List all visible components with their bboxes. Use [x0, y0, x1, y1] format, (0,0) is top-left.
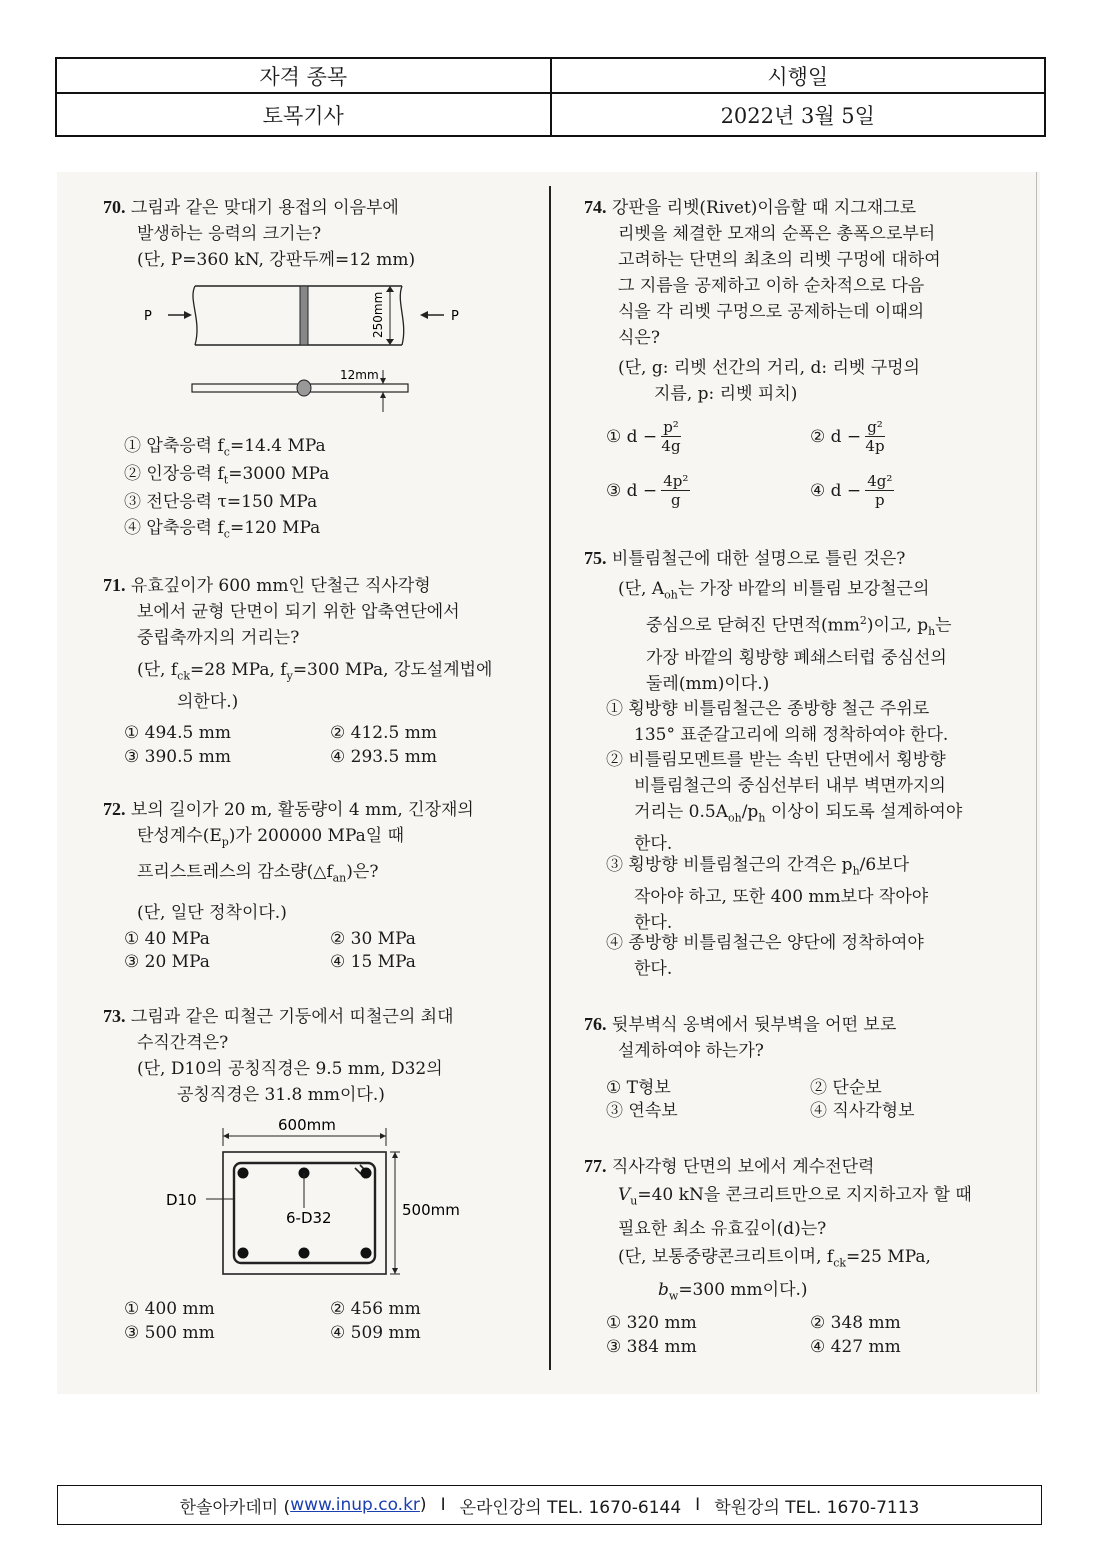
exam-info-table [55, 57, 1046, 137]
dim-12: 12mm [340, 368, 379, 382]
question-note: (단, 일단 정착이다.) [137, 902, 287, 923]
question-text: 발생하는 응력의 크기는? [137, 224, 322, 244]
tied-column-figure [160, 1110, 460, 1285]
option-4[interactable]: ④ 293.5 mm [330, 747, 437, 767]
date-label: 시행일 [550, 59, 1045, 92]
question-note: (단, D10의 공칭직경은 9.5 mm, D32의 [137, 1059, 443, 1079]
question-note: (단, $A_{oh}$는 가장 바깥의 비틀림 보강철근의 [618, 579, 930, 602]
butt-weld-figure [140, 280, 480, 415]
option-1[interactable]: ① T형보 [606, 1078, 671, 1098]
dim-600: 600mm [278, 1116, 336, 1134]
question-text: 그림과 같은 맞대기 용접의 이음부에 [130, 198, 399, 218]
question-text: 식을 각 리벳 구멍으로 공제하는데 이때의 [618, 302, 925, 322]
option-1[interactable]: ① d − $\frac{\text{p²}}{4g}$ [606, 418, 681, 455]
question-text: 중립축까지의 거리는? [137, 628, 300, 648]
page-edge-line [1036, 172, 1037, 1392]
dim-250: 250mm [371, 291, 385, 338]
question-77 [584, 1153, 972, 1309]
label-6-d32: 6-D32 [286, 1209, 332, 1227]
question-75 [584, 545, 952, 697]
question-text: 뒷부벽식 옹벽에서 뒷부벽을 어떤 보로 [611, 1015, 897, 1035]
option-3[interactable]: ③ 20 MPa [124, 952, 210, 972]
dim-500: 500mm [402, 1201, 460, 1219]
option-2[interactable]: ② 412.5 mm [330, 723, 437, 743]
question-note: $b_w=300$ mm이다.) [658, 1279, 808, 1303]
question-72 [103, 796, 474, 926]
footer-banner: 한솔아카데미 ( www.inup.co.kr ) I 온라인강의 TEL. 1670-6144 I 학원강의 TEL. 1670-7113 [57, 1485, 1042, 1525]
question-number: 72. [103, 799, 126, 819]
question-number: 73. [103, 1006, 126, 1026]
question-number: 71. [103, 575, 126, 595]
load-p-left: P [144, 309, 152, 324]
question-text: 유효깊이가 600 mm인 단철근 직사각형 [130, 576, 431, 596]
question-note: 가장 바깥의 횡방향 폐쇄스터럽 중심선의 [646, 648, 947, 669]
online-phone: 온라인강의 TEL. 1670-6144 [459, 1497, 682, 1518]
question-number: 77. [584, 1156, 607, 1176]
header-row [57, 59, 1044, 94]
option-3[interactable]: ③ 384 mm [606, 1337, 697, 1357]
fraction: $\frac{\text{4g²}}{p}$ [867, 472, 893, 509]
question-text: 보에서 균형 단면이 되기 위한 압축연단에서 [137, 602, 460, 622]
question-73 [103, 1003, 454, 1108]
question-text: 필요한 최소 유효깊이(d)는? [618, 1219, 827, 1240]
option-2[interactable]: ② 348 mm [810, 1313, 901, 1333]
question-text: 비틀림철근에 대한 설명으로 틀린 것은? [611, 549, 906, 569]
option-3[interactable]: ③ 500 mm [124, 1323, 215, 1343]
value-row [57, 94, 1044, 135]
question-note: (단, g: 리벳 선간의 거리, d: 리벳 구멍의 [618, 358, 920, 378]
option-3[interactable]: ③ 횡방향 비틀림철근의 간격은 $p_h/6$보다 작아야 하고, 또한 400 mm보다 작아야 한다. [606, 855, 929, 934]
option-3[interactable]: ③ 390.5 mm [124, 747, 231, 767]
question-note: (단, 보통중량콘크리트이며, $f_{ck}=25$ MPa, [618, 1247, 931, 1270]
question-74 [584, 194, 941, 407]
option-4[interactable]: ④ 509 mm [330, 1323, 421, 1343]
option-4[interactable]: ④ 직사각형보 [810, 1101, 915, 1121]
option-4[interactable]: ④ 종방향 비틀림철근은 양단에 정착하여야 한다. [606, 933, 924, 979]
question-number: 75. [584, 548, 607, 568]
fraction: $\frac{\text{g²}}{4p}$ [865, 418, 885, 455]
option-4[interactable]: ④ 압축응력 $f_c=120$ MPa [124, 518, 321, 541]
question-text: 고려하는 단면의 최초의 리벳 구멍에 대하여 [618, 250, 941, 270]
question-number: 70. [103, 197, 126, 217]
question-number: 76. [584, 1014, 607, 1034]
label-d10: D10 [166, 1191, 197, 1209]
fraction: $\frac{\text{4p²}}{g}$ [663, 472, 689, 509]
question-text: 직사각형 단면의 보에서 계수전단력 [611, 1157, 875, 1177]
option-1[interactable]: ① 압축응력 $f_c=14.4$ MPa [124, 436, 326, 459]
question-76 [584, 1011, 896, 1064]
question-note: 지름, p: 리벳 피치) [654, 384, 798, 404]
option-1[interactable]: ① 횡방향 비틀림철근은 종방향 철근 주위로 135° 표준갈고리에 의해 정착하여야 한다. [606, 699, 949, 745]
option-1[interactable]: ① 40 MPa [124, 929, 210, 949]
question-note: 둘레(mm)이다.) [646, 674, 770, 695]
option-2[interactable]: ② 비틀림모멘트를 받는 속빈 단면에서 횡방향 비틀림철근의 중심선부터 내부 벽면까지의 거리는 $0.5A_{oh}/p_h$ 이상이 되도록 설계하여야 한다. [606, 750, 963, 855]
question-text: 수직간격은? [137, 1033, 229, 1053]
question-note: (단, $f_{ck}=28$ MPa, $f_y=300$ MPa, 강도설계법에 [137, 660, 493, 683]
question-text: 프리스트레스의 감소량$(\triangle f_{an})$은? [137, 862, 379, 885]
academy-link[interactable]: www.inup.co.kr [290, 1495, 420, 1515]
load-p-right: P [451, 309, 459, 324]
fraction: $\frac{\text{p²}}{4g}$ [661, 418, 681, 455]
date-value: 2022년 3월 5일 [550, 94, 1045, 135]
option-3[interactable]: ③ 전단응력 τ=150 MPa [124, 492, 318, 512]
subject-label: 자격 종목 [259, 64, 348, 89]
option-2[interactable]: ② 단순보 [810, 1078, 882, 1098]
option-4[interactable]: ④ 427 mm [810, 1337, 901, 1357]
academy-name: 한솔아카데미 ( [179, 1497, 291, 1518]
question-text: 리벳을 체결한 모재의 순폭은 총폭으로부터 [618, 224, 936, 244]
option-1[interactable]: ① 320 mm [606, 1313, 697, 1333]
column-divider [549, 186, 551, 1370]
option-2[interactable]: ② 456 mm [330, 1299, 421, 1319]
offline-phone: 학원강의 TEL. 1670-7113 [714, 1497, 920, 1518]
question-text: 탄성계수$(E_p)$가 200000 MPa일 때 [137, 826, 405, 849]
option-2[interactable]: ② 인장응력 $f_t=3000$ MPa [124, 464, 330, 487]
question-text: 보의 길이가 20 m, 활동량이 4 mm, 긴장재의 [130, 800, 474, 820]
question-text: 그림과 같은 띠철근 기둥에서 띠철근의 최대 [130, 1007, 454, 1027]
subject-value: 토목기사 [262, 103, 344, 128]
question-text: 식은? [618, 328, 660, 348]
question-70 [103, 194, 415, 273]
question-note: 공칭직경은 31.8 mm이다.) [177, 1085, 385, 1105]
footer-separator: I [440, 1495, 446, 1515]
option-4[interactable]: ④ d − $\frac{\text{4g²}}{p}$ [810, 472, 893, 509]
question-text: 설계하여야 하는가? [618, 1041, 764, 1061]
option-3[interactable]: ③ d − $\frac{\text{4p²}}{g}$ [606, 472, 689, 509]
option-2[interactable]: ② 30 MPa [330, 929, 416, 949]
option-4[interactable]: ④ 15 MPa [330, 952, 416, 972]
question-text: 강판을 리벳(Rivet)이음할 때 지그재그로 [611, 198, 917, 218]
option-2[interactable]: ② d − $\frac{\text{g²}}{4p}$ [810, 418, 885, 455]
question-text: $V_u=40$ kN을 콘크리트만으로 지지하고자 할 때 [618, 1185, 972, 1208]
option-1[interactable]: ① 494.5 mm [124, 723, 231, 743]
question-number: 74. [584, 197, 607, 217]
question-note: 중심으로 닫혀진 단면적$(mm^2)$이고, $p_h$는 [646, 614, 952, 639]
question-text: 그 지름을 공제하고 이하 순차적으로 다음 [618, 276, 925, 296]
option-1[interactable]: ① 400 mm [124, 1299, 215, 1319]
option-3[interactable]: ③ 연속보 [606, 1101, 678, 1121]
footer-separator: I [695, 1495, 701, 1515]
question-note: (단, P=360 kN, 강판두께=12 mm) [137, 250, 416, 270]
question-note: 의한다.) [177, 692, 239, 713]
question-71 [103, 572, 492, 715]
